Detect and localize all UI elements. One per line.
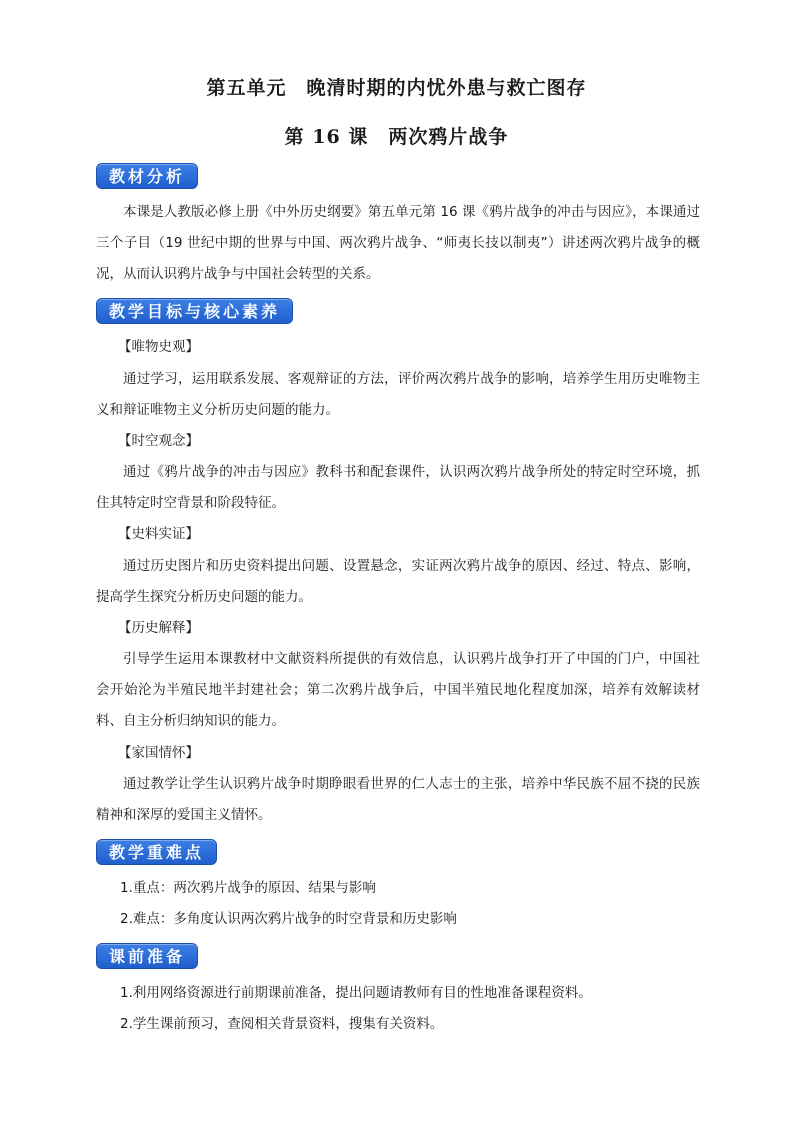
section-heading-preparation: 课前准备 [96, 943, 198, 969]
analysis-paragraph: 本课是人教版必修上册《中外历史纲要》第五单元第 16 课《鸦片战争的冲击与因应》，本课通过三个子目（19 世纪中期的世界与中国、两次鸦片战争、“师夷长技以制夷”）讲述两次鸦片战争的概况，从而认识鸦片战争与中国社会转型的关系。 [96, 204, 700, 282]
lesson-title: 第 16 课 两次鸦片战争 [284, 126, 509, 148]
difficult-point-item: 2.难点：多角度认识两次鸦片战争的时空背景和历史影响 [120, 911, 457, 927]
preparation-item: 1.利用网络资源进行前期课前准备，提出问题请教师有目的性地准备课程资料。 [120, 985, 592, 1001]
goal-text-evidence: 通过历史图片和历史资料提出问题、设置悬念，实证两次鸦片战争的原因、经过、特点、影响，提高学生探究分析历史问题的能力。 [96, 558, 700, 605]
goal-label-patriotism: 【家国情怀】 [118, 745, 199, 761]
section-heading-key-points: 教学重难点 [96, 839, 217, 865]
goal-text-materialism: 通过学习，运用联系发展、客观辩证的方法，评价两次鸦片战争的影响，培养学生用历史唯物主义和辩证唯物主义分析历史问题的能力。 [96, 371, 700, 418]
goal-label-interpretation: 【历史解释】 [118, 620, 199, 636]
section-heading-goals: 教学目标与核心素养 [96, 298, 293, 324]
goal-text-spacetime: 通过《鸦片战争的冲击与因应》教科书和配套课件，认识两次鸦片战争所处的特定时空环境，抓住其特定时空背景和阶段特征。 [96, 464, 700, 511]
goal-label-evidence: 【史料实证】 [118, 526, 199, 542]
section-heading-analysis: 教材分析 [96, 163, 198, 189]
unit-title: 第五单元 晚清时期的内忧外患与救亡图存 [206, 77, 587, 99]
key-point-item: 1.重点：两次鸦片战争的原因、结果与影响 [120, 880, 376, 896]
goal-text-interpretation: 引导学生运用本课教材中文献资料所提供的有效信息，认识鸦片战争打开了中国的门户，中国社会开始沦为半殖民地半封建社会；第二次鸦片战争后，中国半殖民地化程度加深，培养有效解读材料、自主分析归纳知识的能力。 [96, 651, 700, 729]
goal-text-patriotism: 通过教学让学生认识鸦片战争时期睁眼看世界的仁人志士的主张，培养中华民族不屈不挠的民族精神和深厚的爱国主义情怀。 [96, 776, 700, 823]
preparation-item: 2.学生课前预习，查阅相关背景资料，搜集有关资料。 [120, 1016, 444, 1032]
goal-label-spacetime: 【时空观念】 [118, 433, 199, 449]
goal-label-materialism: 【唯物史观】 [118, 339, 199, 355]
